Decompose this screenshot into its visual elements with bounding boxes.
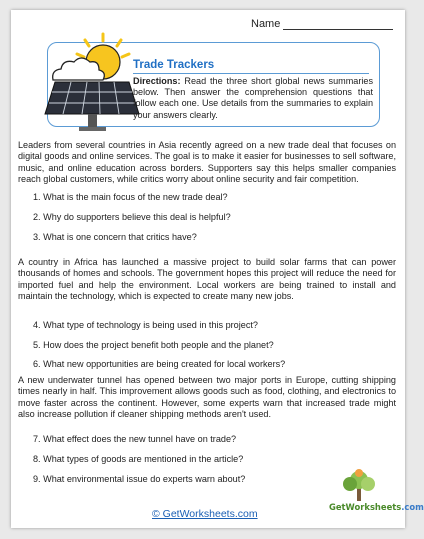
question-item: 2. Why do supporters believe this deal is helpful? — [33, 212, 231, 222]
logo-suffix: .com — [401, 502, 424, 512]
question-item: 3. What is one concern that critics have? — [33, 232, 197, 242]
worksheet-page — [11, 10, 424, 528]
worksheet-title: Trade Trackers — [133, 59, 215, 71]
summary-paragraph: A country in Africa has launched a massive project to build solar farms that can power thousands of homes and schools. The government hopes this project will reduce the need for imported fuel and help the environment. Local workers are being trained to install and maintain the technology, which is expected to create many new jobs. — [18, 257, 396, 301]
summary-paragraph: Leaders from several countries in Asia recently agreed on a new trade deal that focuses on digital goods and online services. The goal is to make it easier for businesses to sell software, music, and online education across borders. Supporters say this helps smaller companies reach global customers, while critics worry about online security and fair competition. — [18, 140, 396, 184]
question-item: 8. What types of goods are mentioned in the article? — [33, 454, 244, 464]
question-item: 1. What is the main focus of the new trade deal? — [33, 192, 228, 202]
name-label: Name — [251, 18, 281, 30]
question-item: 4. What type of technology is being used in this project? — [33, 320, 258, 330]
logo-wordmark — [329, 502, 424, 512]
directions — [133, 76, 373, 121]
summary-paragraph: A new underwater tunnel has opened between two major ports in Europe, cutting shipping times nearly in half. This improvement allows goods such as food, clothing, and electronics to move faster across the continent. However, some experts warn that increased trade might also increase pollution if cleaner shipping methods aren't used. — [18, 375, 396, 419]
question-item: 9. What environmental issue do experts warn about? — [33, 474, 246, 484]
question-item: 7. What effect does the new tunnel have on trade? — [33, 434, 237, 444]
name-field-line[interactable] — [283, 29, 393, 30]
tree-logo-icon — [326, 469, 394, 521]
title-divider — [133, 73, 369, 74]
directions-label: Directions: — [133, 76, 181, 86]
question-item: 6. What new opportunities are being created for local workers? — [33, 359, 286, 369]
question-item: 5. How does the project benefit both people and the planet? — [33, 340, 274, 350]
logo-word: GetWorksheets — [329, 502, 402, 512]
copyright-link[interactable]: © GetWorksheets.com — [152, 508, 258, 520]
directions-text: Read the three short global news summaries below. Then answer the comprehension questions that follow each one. Use details from the summaries to explain your answers clearly. — [133, 76, 373, 120]
solar-panel-icon — [45, 82, 139, 131]
